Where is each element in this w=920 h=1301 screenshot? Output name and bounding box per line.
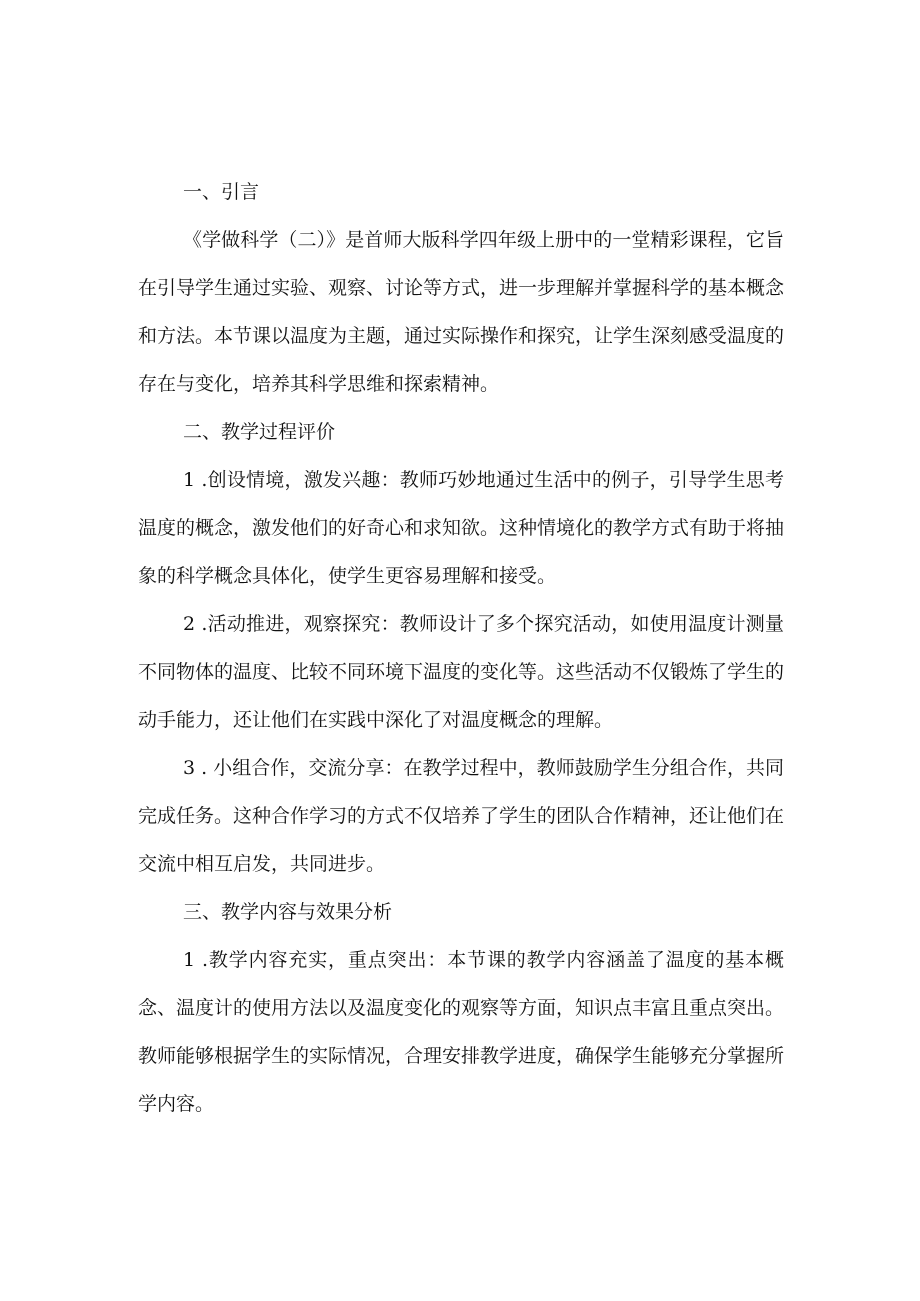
document-body — [138, 168, 784, 1128]
intro-paragraph: 《学做科学（二）》是首师大版科学四年级上册中的一堂精彩课程，它旨在引导学生通过实验、观察、讨论等方式，进一步理解并掌握科学的基本概念和方法。本节课以温度为主题，通过实际操作和探究，让学生深刻感受温度的存在与变化，培养其科学思维和探索精神。 — [138, 229, 785, 395]
section-heading-content: 三、教学内容与效果分析 — [183, 901, 393, 923]
content-item-1: 1 .教学内容充实，重点突出：本节课的教学内容涵盖了温度的基本概念、温度计的使用方法以及温度变化的观察等方面，知识点丰富且重点突出。教师能够根据学生的实际情况，合理安排教学进度，确保学生能够充分掌握所学内容。 — [138, 949, 785, 1115]
process-item-3: 3 . 小组合作，交流分享：在教学过程中，教师鼓励学生分组合作，共同完成任务。这种合作学习的方式不仅培养了学生的团队合作精神，还让他们在交流中相互启发，共同进步。 — [138, 757, 785, 875]
section-heading-process: 二、教学过程评价 — [183, 421, 336, 443]
process-item-1: 1 .创设情境，激发兴趣：教师巧妙地通过生活中的例子，引导学生思考温度的概念，激发他们的好奇心和求知欲。这种情境化的教学方式有助于将抽象的科学概念具体化，使学生更容易理解和接受。 — [138, 469, 785, 587]
process-item-2: 2 .活动推进，观察探究：教师设计了多个探究活动，如使用温度计测量不同物体的温度、比较不同环境下温度的变化等。这些活动不仅锻炼了学生的动手能力，还让他们在实践中深化了对温度概念的理解。 — [138, 613, 785, 731]
section-heading-intro: 一、引言 — [183, 181, 260, 203]
